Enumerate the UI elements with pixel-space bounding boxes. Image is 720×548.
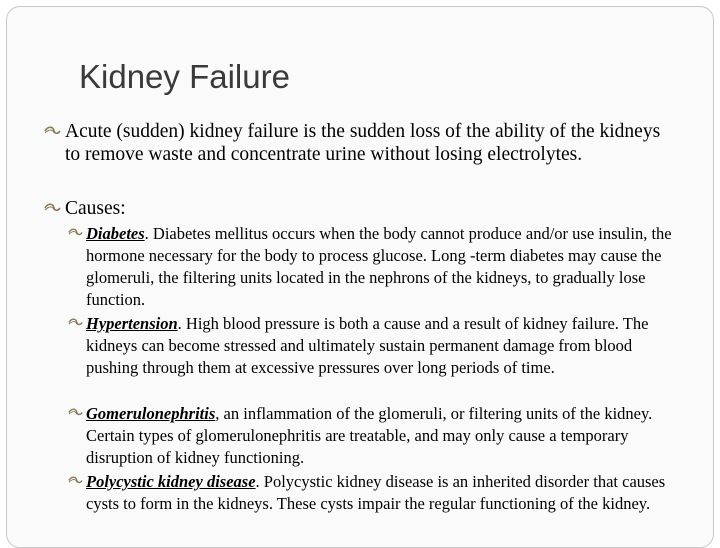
- cause-term: Hypertension: [86, 314, 178, 333]
- cause-text: . High blood pressure is both a cause and a result of kidney failure. The kidneys can become stressed and ultimately sustain permanent damage from blood pushing through them at excessive pressures over long periods of time.: [86, 314, 649, 377]
- intro-bullet: [44, 120, 674, 166]
- bullet-icon: [44, 125, 61, 137]
- intro-text: Acute (sudden) kidney failure is the sudden loss of the ability of the kidneys to remove waste and concentrate urine without losing electrolytes.: [65, 121, 661, 165]
- cause-text: . Diabetes mellitus occurs when the body cannot produce and/or use insulin, the hormone necessary for the body to process glucose. Long -term diabetes may cause the glomeruli, the filtering units located in the nephrons of the kidneys, to gradually lose function.: [86, 224, 672, 309]
- bullet-icon: [68, 407, 83, 418]
- cause-text: . Polycystic kidney disease is an inherited disorder that causes cysts to form in the kidneys. These cysts impair the regular functioning of the kidney.: [86, 472, 666, 513]
- causes-heading: Causes:: [65, 198, 126, 219]
- slide-title: Kidney Failure: [79, 58, 290, 95]
- cause-term: Polycystic kidney disease: [86, 472, 256, 491]
- causes-bullet: [44, 197, 674, 220]
- bullet-icon: [68, 317, 83, 328]
- bullet-icon: [68, 475, 83, 486]
- bullet-icon: [44, 202, 61, 214]
- bullet-icon: [68, 227, 83, 238]
- cause-term: Diabetes: [86, 224, 145, 243]
- cause-term: Gomerulonephritis: [86, 404, 216, 423]
- cause-item-diabetes: [68, 223, 673, 311]
- cause-text: , an inflammation of the glomeruli, or filtering units of the kidney. Certain types of glomerulonephritis are treatable, and may only cause a temporary disruption of kidney functioning.: [86, 404, 653, 467]
- cause-item-polycystic: [68, 471, 673, 515]
- cause-item-hypertension: [68, 313, 673, 379]
- cause-item-glomerulonephritis: [68, 403, 673, 469]
